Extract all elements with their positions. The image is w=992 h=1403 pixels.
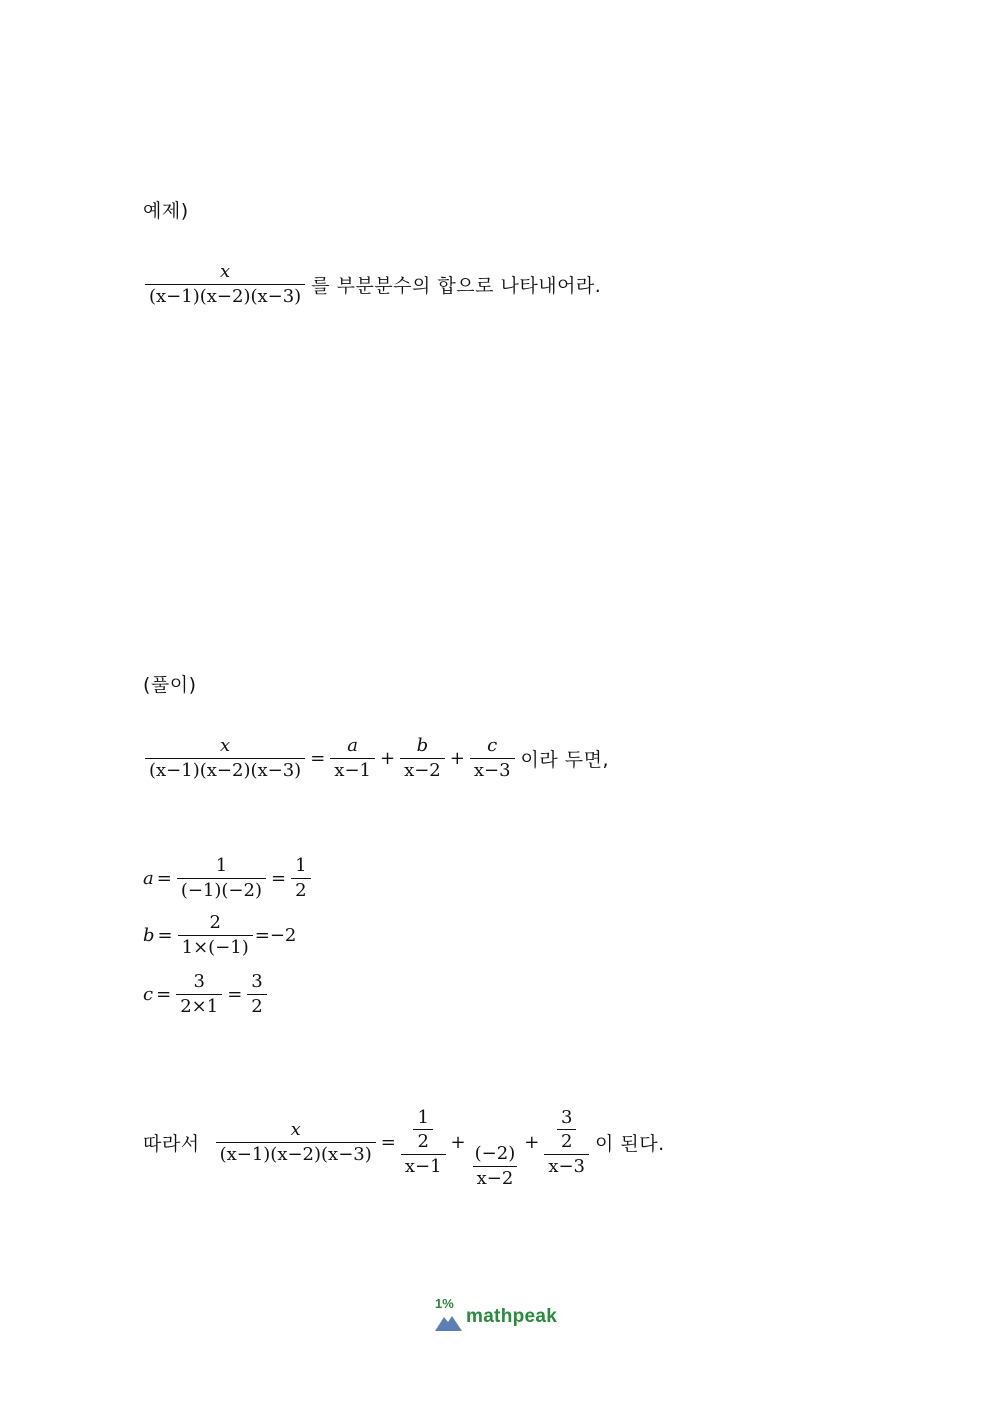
fraction-denominator: (x−1)(x−2)(x−3)	[145, 758, 305, 781]
fraction-numerator	[553, 1108, 580, 1155]
equals-sign: =	[227, 983, 243, 1005]
conclusion-suffix: 이 된다.	[595, 1132, 665, 1155]
a-equation	[143, 856, 313, 901]
conclusion-term-1	[401, 1108, 446, 1177]
fraction-numerator: 1	[295, 855, 307, 876]
c-fraction	[176, 972, 222, 1017]
variable-b: b	[143, 924, 155, 946]
example-heading: 예제)	[143, 200, 189, 222]
solution-heading: (풀이)	[143, 674, 197, 696]
fraction-denominator: x−2	[473, 1166, 518, 1189]
fraction-numerator: x	[220, 735, 231, 756]
variable-c: c	[143, 983, 154, 1005]
conclusion-term-3	[544, 1108, 589, 1177]
fraction-numerator: (−2)	[474, 1143, 516, 1164]
example-instruction: 를 부분분수의 합으로 나타내어라.	[311, 274, 602, 297]
fraction-denominator: x−1	[330, 758, 375, 781]
b-equation	[143, 913, 296, 958]
fraction-numerator: x	[290, 1119, 301, 1140]
conclusion-lhs-fraction	[216, 1120, 376, 1165]
variable-a: a	[143, 867, 154, 889]
example-fraction	[145, 262, 305, 307]
mathpeak-logo	[435, 1296, 575, 1336]
conclusion-term-2	[471, 1144, 520, 1189]
setup-lhs-fraction	[145, 736, 305, 781]
plus-sign: +	[450, 1131, 466, 1153]
fraction-numerator: a	[347, 735, 358, 756]
fraction-denominator: 2	[557, 1129, 576, 1152]
fraction-denominator: 2	[413, 1129, 432, 1152]
mountain-icon	[435, 1312, 463, 1332]
plus-sign: +	[524, 1131, 540, 1153]
a-fraction	[177, 856, 266, 901]
fraction-denominator: x−2	[400, 758, 445, 781]
fraction-denominator: 1×(−1)	[178, 935, 253, 958]
fraction-numerator: b	[416, 735, 429, 756]
fraction-denominator: x−3	[470, 758, 515, 781]
equals-sign: =	[157, 924, 173, 946]
setup-suffix: 이라 두면,	[520, 748, 610, 771]
fraction-denominator: 2	[247, 994, 266, 1017]
fraction-denominator: x−3	[544, 1154, 589, 1177]
nested-fraction	[557, 1108, 576, 1153]
fraction-numerator: x	[220, 261, 231, 282]
b-result: =−2	[254, 924, 297, 946]
setup-term-b	[400, 736, 445, 781]
fraction-numerator: c	[487, 735, 498, 756]
fraction-numerator: 1	[215, 855, 228, 876]
logo-name: mathpeak	[466, 1306, 558, 1327]
fraction-numerator: 3	[251, 971, 263, 992]
equals-sign: =	[271, 867, 287, 889]
fraction-denominator: 2×1	[176, 994, 222, 1017]
b-fraction	[178, 913, 253, 958]
setup-term-a	[330, 736, 375, 781]
fraction-numerator: 2	[209, 912, 221, 933]
fraction-numerator: 3	[193, 971, 205, 992]
plus-sign: +	[449, 747, 465, 769]
conclusion-prefix: 따라서	[143, 1132, 200, 1155]
setup-term-c	[470, 736, 515, 781]
solution-setup	[143, 736, 609, 781]
conclusion-equation	[143, 1096, 665, 1189]
example-problem	[143, 262, 601, 307]
a-result	[291, 856, 310, 901]
fraction-denominator: x−1	[401, 1154, 446, 1177]
equals-sign: =	[310, 747, 326, 769]
fraction-numerator: 3	[560, 1106, 573, 1128]
equals-sign: =	[156, 983, 172, 1005]
fraction-denominator: (−1)(−2)	[177, 878, 266, 901]
fraction-denominator: 2	[291, 878, 310, 901]
fraction-denominator: (x−1)(x−2)(x−3)	[145, 284, 305, 307]
fraction-numerator	[409, 1108, 436, 1155]
c-equation	[143, 972, 269, 1017]
nested-fraction	[413, 1108, 432, 1153]
fraction-denominator: (x−1)(x−2)(x−3)	[216, 1142, 376, 1165]
equals-sign: =	[380, 1131, 396, 1153]
equals-sign: =	[156, 867, 172, 889]
logo-percent: 1%	[435, 1296, 454, 1311]
fraction-numerator: 1	[417, 1106, 429, 1128]
plus-sign: +	[379, 747, 396, 769]
c-result	[247, 972, 266, 1017]
